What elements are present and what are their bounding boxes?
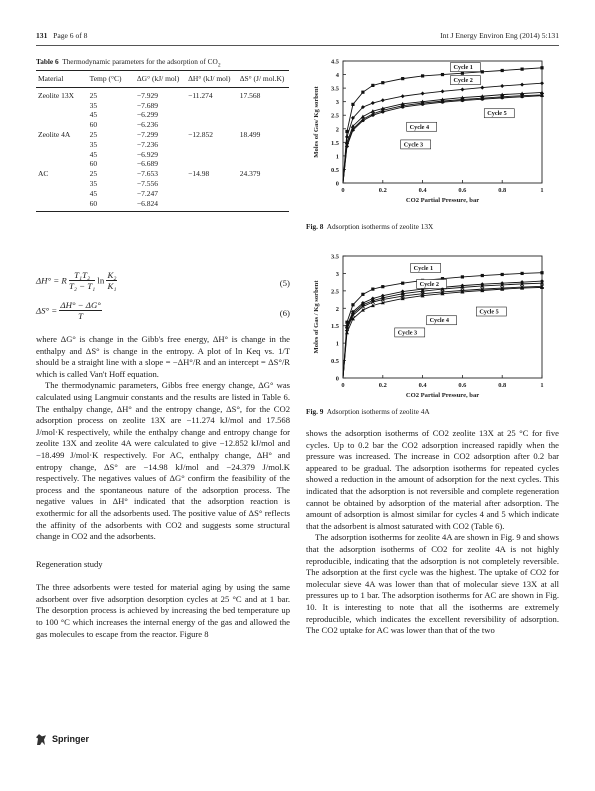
- right-column: [306, 428, 559, 637]
- x-tick-label: 0: [341, 382, 345, 389]
- data-point: [421, 290, 424, 293]
- table6-col-material: Material: [36, 71, 88, 88]
- table-cell: −11.274: [188, 90, 213, 100]
- data-point: [461, 286, 464, 289]
- data-point: [401, 77, 404, 80]
- table-cell: [186, 120, 238, 130]
- paragraph-thermo-def: where ΔG° is change in the Gibb's free energy, ΔH° is change in the enthalpy and ΔS° is change in the entropy. A plot of ln Keq vs. 1/T should be a straight line with a slope = −ΔH°/R and an intercept = ΔS°/R which is called Van't Hoff equation.: [36, 334, 290, 379]
- data-point: [361, 119, 364, 122]
- table-cell: 45: [89, 188, 98, 198]
- data-point: [481, 284, 484, 287]
- table-cell: −7.556: [136, 178, 158, 188]
- table-cell: [36, 199, 88, 212]
- publisher-logo: Springer: [36, 734, 89, 745]
- data-point: [371, 288, 374, 291]
- data-point: [361, 293, 364, 296]
- x-tick-label: 0.8: [498, 382, 507, 389]
- data-point: [461, 99, 464, 102]
- data-point: [441, 89, 445, 93]
- x-tick-label: 1: [540, 382, 544, 389]
- y-axis-label: Moles of Gas/ Kg sorbent: [313, 86, 320, 158]
- table-cell: −6.929: [136, 149, 158, 159]
- table6-caption-sub: 2: [217, 62, 221, 69]
- series-line: [343, 281, 542, 378]
- table-cell: [186, 140, 238, 150]
- fig9-label: Fig. 9: [306, 407, 324, 416]
- table-cell: 35: [89, 100, 98, 110]
- series-label: Cycle 4: [429, 317, 449, 325]
- y-tick-label: 0.5: [331, 358, 339, 366]
- table-cell: [238, 140, 289, 150]
- table-cell: −6.824: [135, 199, 186, 212]
- table-cell: [238, 189, 289, 199]
- x-tick-label: 0.6: [458, 382, 467, 389]
- data-point: [481, 70, 484, 73]
- table-cell: 25: [89, 90, 98, 100]
- data-point: [441, 101, 444, 104]
- y-tick-label: 2.5: [331, 288, 339, 296]
- data-point: [401, 292, 404, 295]
- series-line: [343, 95, 542, 183]
- y-tick-label: 0.5: [331, 166, 339, 174]
- equation-6: ΔS° = $\frac{\Delta H^\circ - \Delta G^\circ}{T}$ (6): [36, 300, 290, 321]
- y-tick-label: 0: [335, 180, 339, 188]
- data-point: [351, 303, 354, 306]
- y-tick-label: 3: [335, 99, 339, 107]
- table6-caption-text: Thermodynamic parameters for the adsorption of CO: [62, 57, 218, 66]
- data-point: [520, 83, 524, 87]
- series-label: Cycle 3: [397, 329, 418, 337]
- table-cell: [186, 199, 238, 212]
- table-cell: 17.568: [239, 90, 261, 100]
- data-point: [401, 282, 404, 285]
- y-tick-label: 3.5: [331, 85, 339, 93]
- table6-col-dg: ΔG° (kJ/ mol): [135, 71, 186, 88]
- data-point: [371, 114, 374, 117]
- data-point: [541, 94, 544, 97]
- table-cell: −6.236: [136, 120, 158, 130]
- paragraph-regeneration: The three adsorbents were tested for material aging by using the same adsorbent over five adsorption desorption cycles at 25 °C and at 1 bar. The desorption process is achieved by increasing the bed temperature up to 100 °C which increases the internal energy of the gas and allowed the gas molecules to escape from the reactor. Figure 8: [36, 582, 290, 639]
- table-row: [36, 120, 289, 130]
- table6-col-temp: Temp (°C): [88, 71, 135, 88]
- data-point: [481, 98, 484, 101]
- table-cell: [238, 101, 289, 111]
- data-point: [460, 87, 464, 91]
- table-cell: [36, 101, 88, 111]
- table-cell: [36, 159, 88, 169]
- table-cell: −7.299: [136, 129, 158, 139]
- data-point: [351, 103, 354, 106]
- table-row: [36, 101, 289, 111]
- data-point: [401, 106, 404, 109]
- paragraph-fig9-discussion: The adsorption isotherms for zeolite 4A are shown in Fig. 9 and shows that the adsorption isotherms of CO2 for zeolite 4A is not highly reproducible, indicating that the adsorption is not completely reversible. The adsorption at the first cycle was the highest. The uptake of CO2 for molecular sieve 4A was lower than that of molecular sieve 13X at all pressures up to 1 bar. The adsorption isotherms for AC are shown in Fig. 10. It is interesting to note that all the isotherms are extremely reproducible, which indicates the excellent reversibility of adsorption. The CO2 uptake for AC was lower than that of the two: [306, 532, 559, 636]
- data-point: [481, 274, 484, 277]
- y-tick-label: 1: [335, 153, 339, 161]
- table6-label: Table 6: [36, 57, 59, 66]
- table6-col-dh: ΔH° (kJ/ mol): [186, 71, 238, 88]
- table-cell: [186, 179, 238, 189]
- table-cell: [186, 150, 238, 160]
- data-point: [501, 273, 504, 276]
- table-cell: 60: [89, 120, 98, 130]
- x-tick-label: 0.4: [418, 187, 427, 194]
- table-cell: 35: [89, 178, 98, 188]
- x-axis-label: CO2 Partial Pressure, bar: [405, 197, 480, 204]
- page-number: 131: [36, 31, 48, 40]
- equation-5: ΔH° = R $\frac{\text{T₁T₂}}{\text{T₂ − T₁}}$ ln $\frac{\text{K₂}}{\text{K₁}}$ (5): [36, 270, 290, 291]
- y-tick-label: 1: [335, 340, 339, 348]
- section-title-regeneration: Regeneration study: [36, 558, 103, 569]
- data-point: [381, 110, 384, 113]
- table-cell: [36, 120, 88, 130]
- data-point: [345, 145, 348, 148]
- table-row: [36, 199, 289, 212]
- table-cell: −7.929: [136, 90, 158, 100]
- data-point: [501, 69, 504, 72]
- data-point: [461, 275, 464, 278]
- x-tick-label: 0.2: [378, 382, 387, 389]
- data-point: [421, 103, 424, 106]
- table-cell: −7.653: [136, 169, 158, 179]
- y-tick-label: 0: [335, 375, 339, 383]
- data-point: [351, 312, 354, 315]
- page-label: Page 6 of 8: [53, 31, 88, 40]
- table-cell: 35: [89, 139, 98, 149]
- x-tick-label: 1: [540, 187, 544, 194]
- data-point: [381, 296, 384, 299]
- table-cell: [238, 159, 289, 169]
- series-label: Cycle 2: [419, 280, 440, 288]
- data-point: [540, 271, 543, 274]
- data-point: [371, 84, 374, 87]
- data-point: [541, 282, 544, 285]
- data-point: [421, 92, 425, 96]
- x-tick-label: 0.4: [418, 382, 427, 389]
- table-cell: [186, 159, 238, 169]
- table-row: [36, 179, 289, 189]
- fig8-label: Fig. 8: [306, 222, 324, 231]
- data-point: [500, 84, 504, 88]
- data-point: [501, 283, 504, 286]
- data-point: [521, 68, 524, 71]
- data-point: [351, 129, 354, 132]
- table-cell: Zeolite 4A: [38, 129, 71, 139]
- table-cell: [186, 110, 238, 120]
- table-cell: [238, 179, 289, 189]
- y-tick-label: 3: [335, 270, 339, 278]
- table-cell: −7.247: [136, 188, 158, 198]
- table-cell: [36, 110, 88, 120]
- data-point: [540, 81, 544, 85]
- table-cell: [186, 189, 238, 199]
- data-point: [361, 303, 364, 306]
- data-point: [371, 101, 375, 105]
- data-point: [441, 73, 444, 76]
- table-cell: [36, 179, 88, 189]
- x-tick-label: 0.2: [378, 187, 387, 194]
- table-cell: 60: [89, 159, 98, 169]
- springer-horse-icon: [36, 734, 46, 745]
- table-cell: 25: [89, 129, 98, 139]
- data-point: [521, 272, 524, 275]
- series-label: Cycle 1: [413, 264, 434, 272]
- y-tick-label: 2.5: [331, 112, 339, 120]
- table6-col-ds: ΔS° (J/ mol.K): [238, 71, 289, 88]
- table6: [36, 70, 289, 212]
- table-row: [36, 150, 289, 160]
- table-cell: −12.852: [188, 129, 213, 139]
- data-point: [371, 299, 374, 302]
- x-tick-label: 0: [341, 187, 345, 194]
- series-label: Cycle 1: [453, 64, 473, 72]
- header-rule: [36, 45, 559, 46]
- table-cell: [36, 140, 88, 150]
- series-label: Cycle 3: [403, 141, 424, 149]
- table-cell: −6.689: [136, 159, 158, 169]
- table-cell: −7.689: [136, 100, 158, 110]
- data-point: [540, 66, 543, 69]
- table6-header-row: [36, 71, 289, 88]
- table6-caption: [36, 57, 292, 68]
- y-tick-label: 4.5: [331, 58, 339, 66]
- paragraph-thermo-results: The thermodynamic parameters, Gibbs free energy change, ΔG° was calculated using Langmuir constants and the results are listed in Table 6. The enthalpy change, ΔH° and the entropy change, ΔS°, for the CO2 adsorption process on zeolite 13X are −11.274 kJ/mol and 17.568 J/mol·K respectively, while the enthalpy change and entropy change for zeolite 13X and zeolite 4A were calculated to give −12.852 kJ/mol and −18.499 J/mol·K respectively. For AC, enthalpy change, ΔH° and entropy change, ΔS° are −14.98 kJ/mol and −24.379 J/mol.K respectively. The negatives values of ΔG° confirm the feasibility of the process and the spontaneous nature of the adsorption process. The negative values in ΔH° indicated that the adsorption reaction is exothermic for all the adsorbents used. The positive value of ΔS° reflects the affinity of the adsorbents with CO2 and suggests some structural change in CO2 and the adsorbents.: [36, 380, 290, 542]
- running-header: [36, 31, 559, 45]
- table-row: [36, 189, 289, 199]
- data-point: [521, 282, 524, 285]
- table-cell: 45: [89, 149, 98, 159]
- fig8-chart: [310, 55, 555, 213]
- x-tick-label: 0.6: [458, 187, 467, 194]
- data-point: [345, 326, 348, 329]
- y-tick-label: 1.5: [331, 323, 339, 331]
- series-label: Cycle 5: [487, 110, 507, 118]
- data-point: [381, 285, 384, 288]
- table-cell: 18.499: [239, 129, 261, 139]
- data-point: [480, 86, 484, 90]
- table-cell: AC: [38, 169, 49, 179]
- table-cell: 25: [89, 169, 98, 179]
- plot-frame: [343, 61, 542, 183]
- table-row: [36, 130, 289, 140]
- journal-ref: Int J Energy Environ Eng (2014) 5:131: [440, 31, 559, 40]
- eq5-number: (5): [279, 278, 290, 288]
- table-cell: [186, 101, 238, 111]
- x-axis-label: CO2 Partial Pressure, bar: [405, 392, 480, 399]
- data-point: [381, 98, 385, 102]
- table-row: [36, 87, 289, 100]
- table-cell: [238, 110, 289, 120]
- eq6-number: (6): [279, 308, 290, 318]
- data-point: [461, 72, 464, 75]
- series-line: [343, 92, 542, 183]
- table-cell: [36, 189, 88, 199]
- table-row: [36, 110, 289, 120]
- paragraph-fig8-discussion: shows the adsorption isotherms of CO2 zeolite 13X at 25 °C for five cycles. Up to 0.2 bar the CO2 adsorption increased rapidly when the pressure was increased. The increase in CO2 adsorption after 0.2 bar appeared to be gradual. The adsorption isotherms for repeated cycles showed a reduction in the amount of adsorption for the next cycles. This indicated that the adsorption is not reversible and complete regeneration cannot be obtained by adsorption of the material after adsorption. The amount of adsorption is almost similar for cycles 4 and 5 which indicate that the adsorbent is almost saturated with CO2 (Table 6).: [306, 428, 559, 531]
- fig9-chart: [310, 250, 555, 408]
- table-cell: [238, 120, 289, 130]
- data-point: [441, 288, 444, 291]
- table-row: [36, 140, 289, 150]
- fig8-caption: Fig. 8 Adsorption isotherms of zeolite 13X: [306, 222, 434, 231]
- table-cell: 45: [89, 110, 98, 120]
- data-point: [361, 91, 364, 94]
- fig9-caption: Fig. 9 Adsorption isotherms of zeolite 4A: [306, 407, 430, 416]
- y-tick-label: 4: [335, 72, 339, 80]
- table-cell: [238, 199, 289, 212]
- table-cell: [238, 150, 289, 160]
- table-row: [36, 159, 289, 169]
- data-point: [381, 81, 384, 84]
- table-row: [36, 169, 289, 179]
- table-cell: [36, 150, 88, 160]
- series-label: Cycle 2: [453, 77, 473, 85]
- table-cell: 24.379: [239, 169, 261, 179]
- table-cell: −6.299: [136, 110, 158, 120]
- y-tick-label: 3.5: [331, 253, 339, 261]
- data-point: [501, 96, 504, 99]
- series-label: Cycle 5: [479, 308, 499, 316]
- data-point: [521, 95, 524, 98]
- table-cell: 60: [88, 199, 135, 212]
- left-column: [36, 334, 290, 640]
- y-tick-label: 2: [335, 126, 339, 134]
- table-cell: −14.98: [188, 169, 210, 179]
- table-cell: Zeolite 13X: [38, 90, 75, 100]
- y-tick-label: 1.5: [331, 139, 339, 147]
- data-point: [401, 94, 405, 98]
- x-tick-label: 0.8: [498, 187, 507, 194]
- y-tick-label: 2: [335, 305, 339, 313]
- table-cell: −7.236: [136, 139, 158, 149]
- y-axis-label: Moles of Gas / Kg sorbent: [313, 280, 320, 354]
- data-point: [421, 74, 424, 77]
- series-label: Cycle 4: [409, 123, 430, 131]
